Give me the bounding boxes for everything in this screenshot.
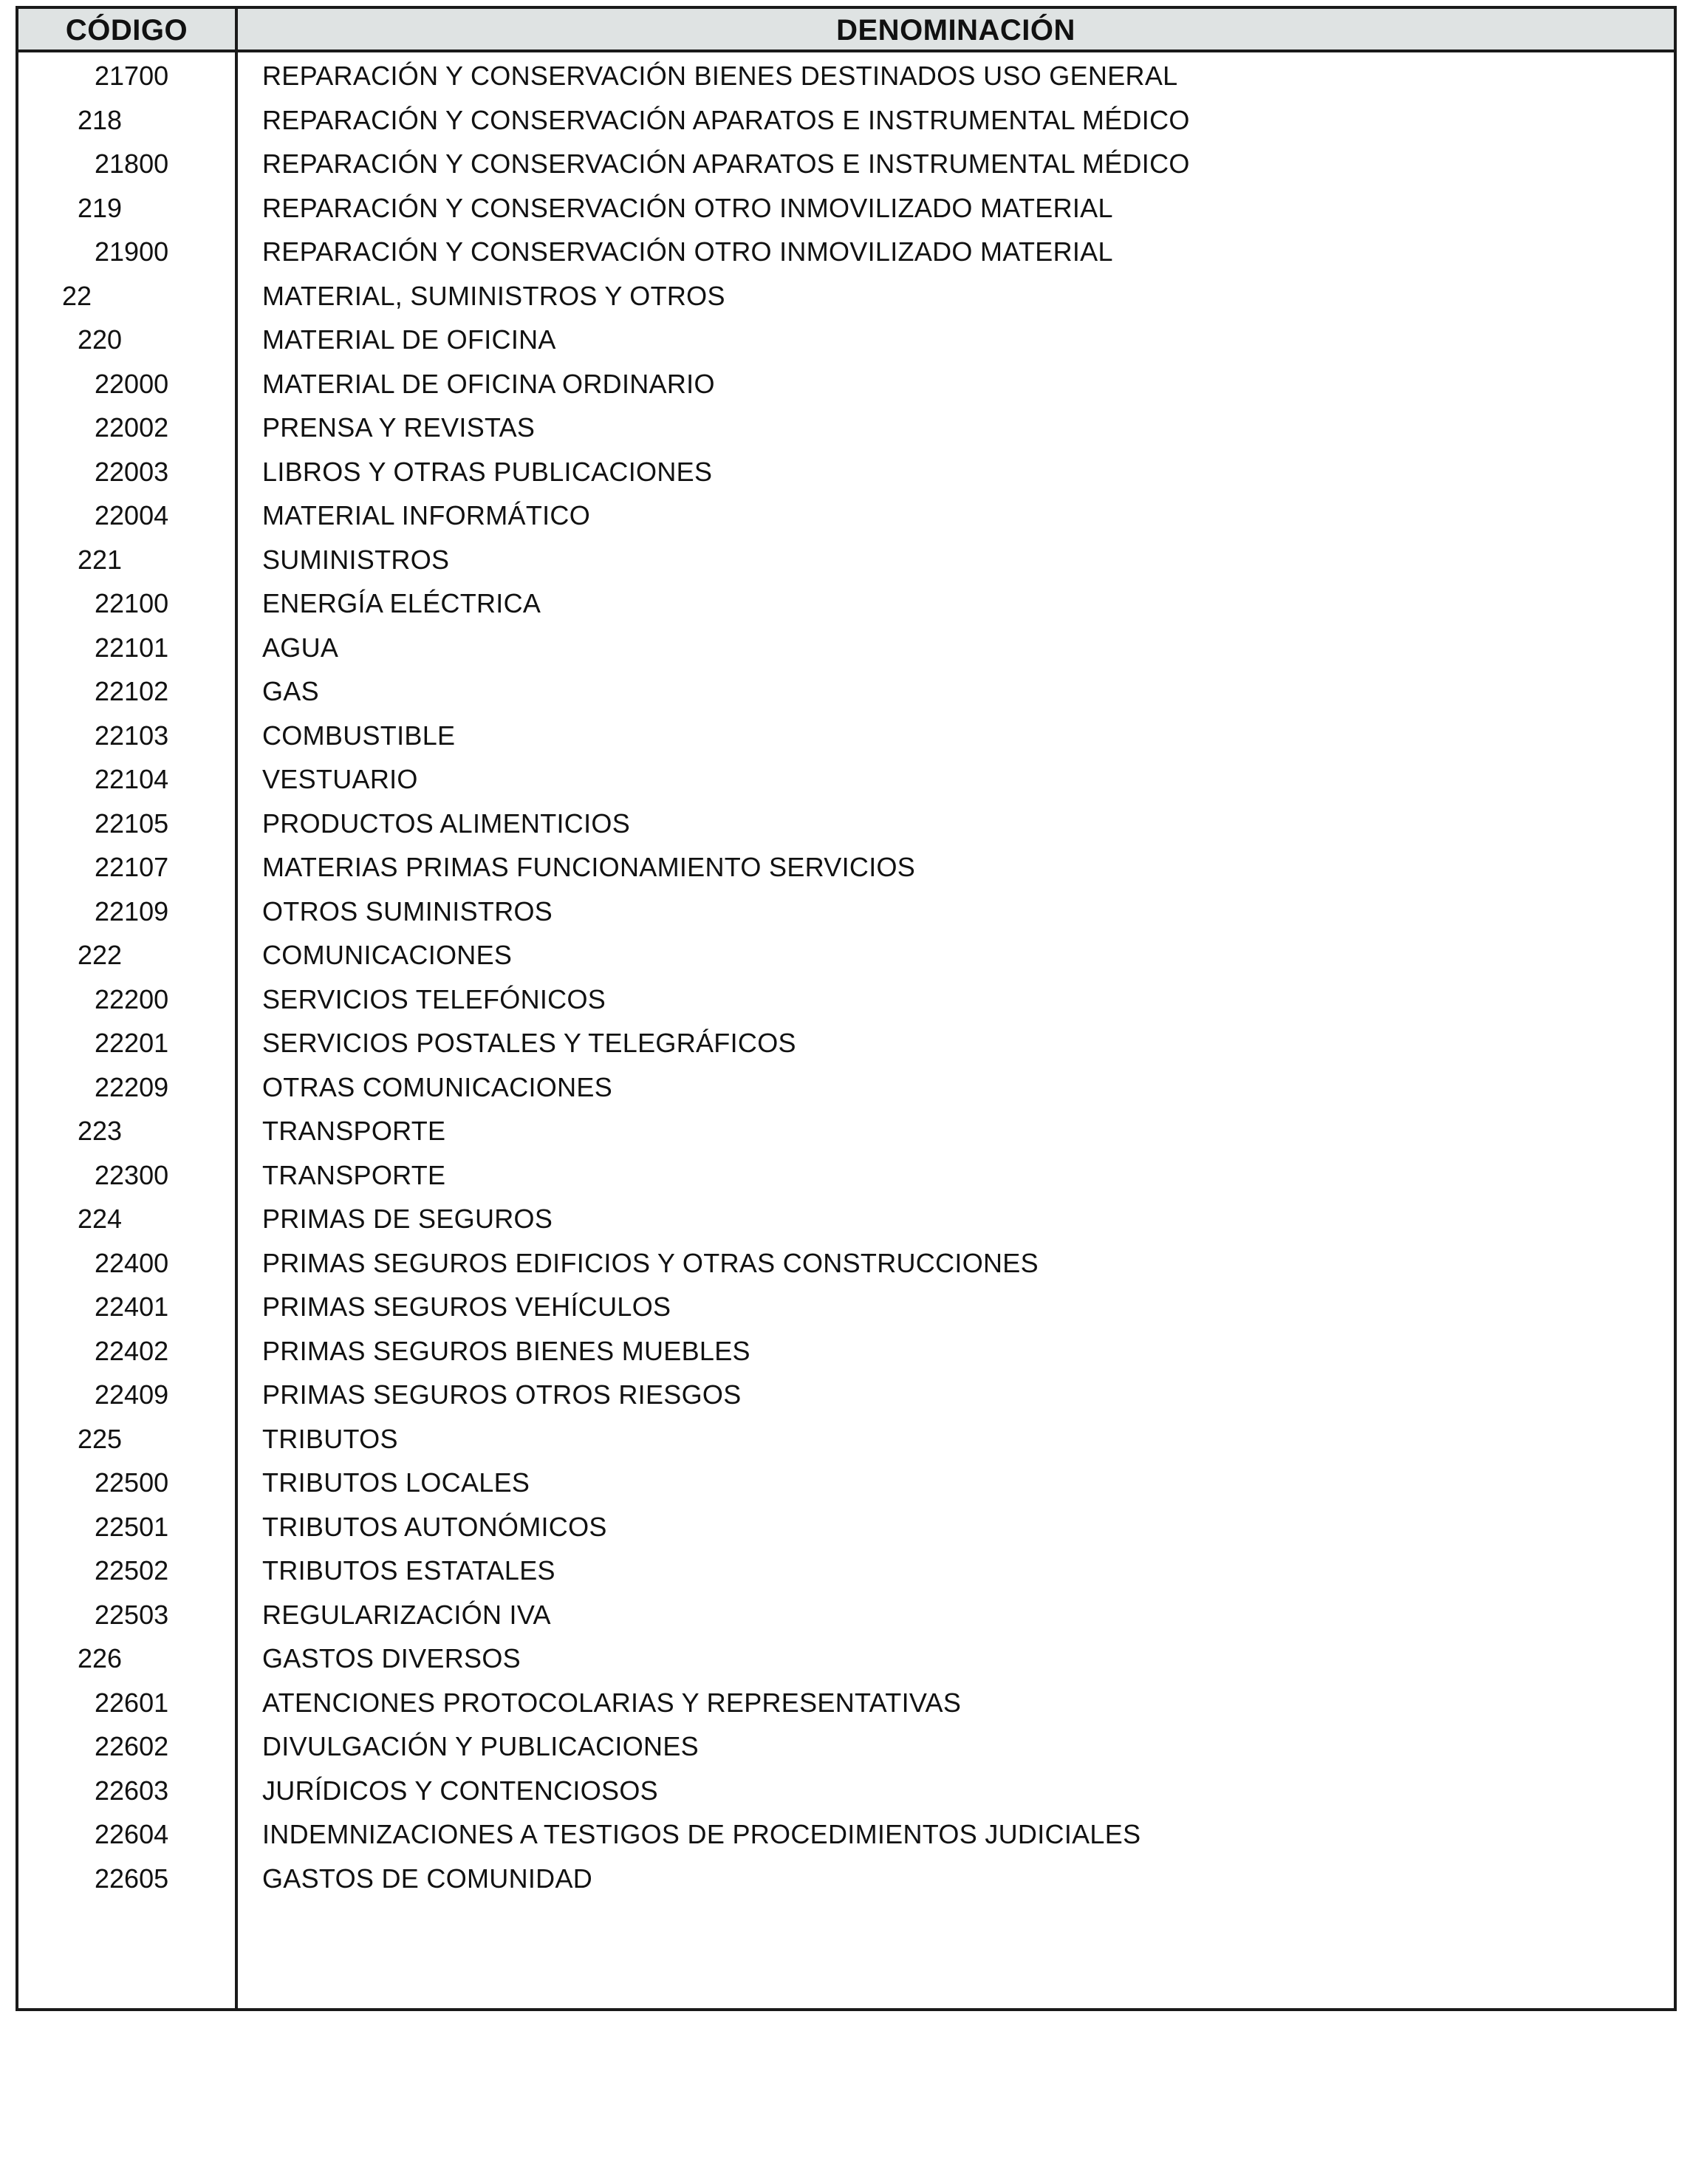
row-code: 220 [78, 324, 123, 355]
row-denominacion: REPARACIÓN Y CONSERVACIÓN OTRO INMOVILIZADO MATERIAL [262, 192, 1113, 223]
table-row [18, 1108, 1674, 1152]
row-denominacion: VESTUARIO [262, 764, 418, 794]
row-code: 22 [62, 280, 92, 311]
row-code: 21900 [95, 236, 169, 267]
row-denominacion: COMUNICACIONES [262, 940, 513, 970]
table-row [18, 536, 1674, 581]
row-denominacion: TRIBUTOS AUTONÓMICOS [262, 1511, 607, 1542]
table-row [18, 1723, 1674, 1767]
row-code: 221 [78, 544, 123, 575]
table-row [18, 1283, 1674, 1328]
table-row [18, 1767, 1674, 1812]
row-denominacion: PRIMAS SEGUROS BIENES MUEBLES [262, 1335, 750, 1366]
row-code: 225 [78, 1423, 123, 1454]
row-denominacion: INDEMNIZACIONES A TESTIGOS DE PROCEDIMIENTOS JUDICIALES [262, 1819, 1141, 1849]
row-code: 22103 [95, 720, 169, 751]
table-row [18, 756, 1674, 800]
table-row [18, 580, 1674, 624]
row-denominacion: ATENCIONES PROTOCOLARIAS Y REPRESENTATIVAS [262, 1687, 962, 1718]
row-code: 22105 [95, 808, 169, 839]
table-header [18, 9, 1674, 52]
table-row [18, 1240, 1674, 1284]
row-code: 22004 [95, 500, 169, 530]
row-denominacion: PRODUCTOS ALIMENTICIOS [262, 808, 631, 839]
row-denominacion: MATERIAL INFORMÁTICO [262, 500, 591, 530]
table-row [18, 1195, 1674, 1240]
row-denominacion: OTRAS COMUNICACIONES [262, 1071, 613, 1102]
row-code: 22402 [95, 1335, 169, 1366]
row-denominacion: REPARACIÓN Y CONSERVACIÓN BIENES DESTINADOS USO GENERAL [262, 61, 1178, 91]
row-code: 22002 [95, 412, 169, 443]
row-denominacion: MATERIAL DE OFICINA ORDINARIO [262, 368, 715, 399]
table-row [18, 448, 1674, 493]
table-row [18, 1416, 1674, 1460]
row-code: 22201 [95, 1028, 169, 1058]
table-row [18, 1064, 1674, 1108]
table-row [18, 1371, 1674, 1416]
row-denominacion: TRANSPORTE [262, 1159, 446, 1190]
table-row [18, 1459, 1674, 1504]
row-code: 22200 [95, 983, 169, 1014]
table-row [18, 1855, 1674, 1900]
table-body [18, 52, 1674, 1899]
row-code: 22503 [95, 1599, 169, 1630]
table-row [18, 976, 1674, 1020]
table-row [18, 1547, 1674, 1591]
row-denominacion: GAS [262, 676, 319, 706]
row-code: 22209 [95, 1071, 169, 1102]
row-denominacion: TRANSPORTE [262, 1116, 446, 1146]
table-row [18, 273, 1674, 317]
row-denominacion: MATERIAL DE OFICINA [262, 324, 556, 355]
table-row [18, 932, 1674, 976]
row-denominacion: MATERIAS PRIMAS FUNCIONAMIENTO SERVICIOS [262, 852, 916, 882]
row-code: 22601 [95, 1687, 169, 1718]
column-header-denominacion: DENOMINACIÓN [836, 14, 1075, 47]
table-row [18, 1591, 1674, 1636]
table-row [18, 668, 1674, 712]
row-code: 223 [78, 1116, 123, 1146]
row-denominacion: GASTOS DIVERSOS [262, 1643, 521, 1673]
table-row [18, 1328, 1674, 1372]
row-denominacion: REPARACIÓN Y CONSERVACIÓN APARATOS E INSTRUMENTAL MÉDICO [262, 149, 1190, 179]
row-code: 226 [78, 1643, 123, 1673]
table-row [18, 492, 1674, 536]
row-denominacion: REPARACIÓN Y CONSERVACIÓN APARATOS E INSTRUMENTAL MÉDICO [262, 104, 1190, 135]
table-row [18, 624, 1674, 669]
table-row [18, 1811, 1674, 1855]
row-code: 222 [78, 940, 123, 970]
row-code: 22102 [95, 676, 169, 706]
column-header-codigo: CÓDIGO [65, 14, 188, 47]
row-code: 22300 [95, 1159, 169, 1190]
row-denominacion: LIBROS Y OTRAS PUBLICACIONES [262, 456, 713, 487]
row-code: 22501 [95, 1511, 169, 1542]
row-code: 22502 [95, 1555, 169, 1586]
row-code: 22104 [95, 764, 169, 794]
table-row [18, 888, 1674, 932]
table-row [18, 185, 1674, 229]
table-row [18, 1679, 1674, 1724]
row-denominacion: PRIMAS SEGUROS EDIFICIOS Y OTRAS CONSTRUCCIONES [262, 1247, 1039, 1278]
row-code: 22409 [95, 1379, 169, 1410]
row-denominacion: JURÍDICOS Y CONTENCIOSOS [262, 1775, 658, 1806]
row-denominacion: SERVICIOS POSTALES Y TELEGRÁFICOS [262, 1028, 796, 1058]
row-denominacion: OTROS SUMINISTROS [262, 895, 553, 927]
row-denominacion: REGULARIZACIÓN IVA [262, 1599, 551, 1630]
row-code: 22003 [95, 456, 169, 487]
row-denominacion: TRIBUTOS ESTATALES [262, 1555, 555, 1586]
row-code: 22602 [95, 1731, 169, 1761]
row-code: 21700 [95, 61, 169, 91]
table-row [18, 800, 1674, 844]
row-code: 22101 [95, 632, 169, 663]
table-row [18, 712, 1674, 757]
table-row [18, 1020, 1674, 1064]
table-row [18, 52, 1674, 97]
table-row [18, 361, 1674, 405]
table-row [18, 1504, 1674, 1548]
table-row [18, 97, 1674, 141]
row-denominacion: COMBUSTIBLE [262, 720, 456, 751]
row-denominacion: ENERGÍA ELÉCTRICA [262, 588, 541, 618]
row-code: 22107 [95, 852, 169, 882]
row-denominacion: DIVULGACIÓN Y PUBLICACIONES [262, 1731, 699, 1761]
row-code: 22401 [95, 1291, 169, 1322]
table-row [18, 140, 1674, 185]
row-code: 22000 [95, 368, 169, 399]
row-code: 21800 [95, 149, 169, 179]
row-denominacion: PRIMAS SEGUROS VEHÍCULOS [262, 1291, 671, 1322]
row-code: 219 [78, 192, 123, 223]
row-code: 22400 [95, 1247, 169, 1278]
table-row [18, 1152, 1674, 1196]
row-denominacion: PRIMAS SEGUROS OTROS RIESGOS [262, 1379, 742, 1410]
row-denominacion: MATERIAL, SUMINISTROS Y OTROS [262, 280, 725, 311]
row-code: 22100 [95, 588, 169, 618]
table-row [18, 844, 1674, 888]
row-code: 22605 [95, 1863, 169, 1894]
row-denominacion: AGUA [262, 632, 339, 663]
row-denominacion: GASTOS DE COMUNIDAD [262, 1863, 593, 1894]
row-code: 218 [78, 104, 123, 135]
row-code: 22109 [95, 895, 169, 927]
table-row [18, 228, 1674, 273]
row-denominacion: SERVICIOS TELEFÓNICOS [262, 983, 606, 1014]
row-denominacion: PRENSA Y REVISTAS [262, 412, 536, 443]
table-row [18, 1635, 1674, 1679]
row-code: 22500 [95, 1467, 169, 1498]
budget-code-table [16, 6, 1677, 2011]
row-code: 22603 [95, 1775, 169, 1806]
row-denominacion: REPARACIÓN Y CONSERVACIÓN OTRO INMOVILIZADO MATERIAL [262, 236, 1113, 267]
row-denominacion: SUMINISTROS [262, 544, 450, 575]
row-denominacion: PRIMAS DE SEGUROS [262, 1204, 553, 1234]
row-denominacion: TRIBUTOS LOCALES [262, 1467, 530, 1498]
row-code: 22604 [95, 1819, 169, 1849]
row-denominacion: TRIBUTOS [262, 1423, 398, 1454]
table-row [18, 316, 1674, 361]
table-row [18, 404, 1674, 448]
row-code: 224 [78, 1204, 123, 1234]
